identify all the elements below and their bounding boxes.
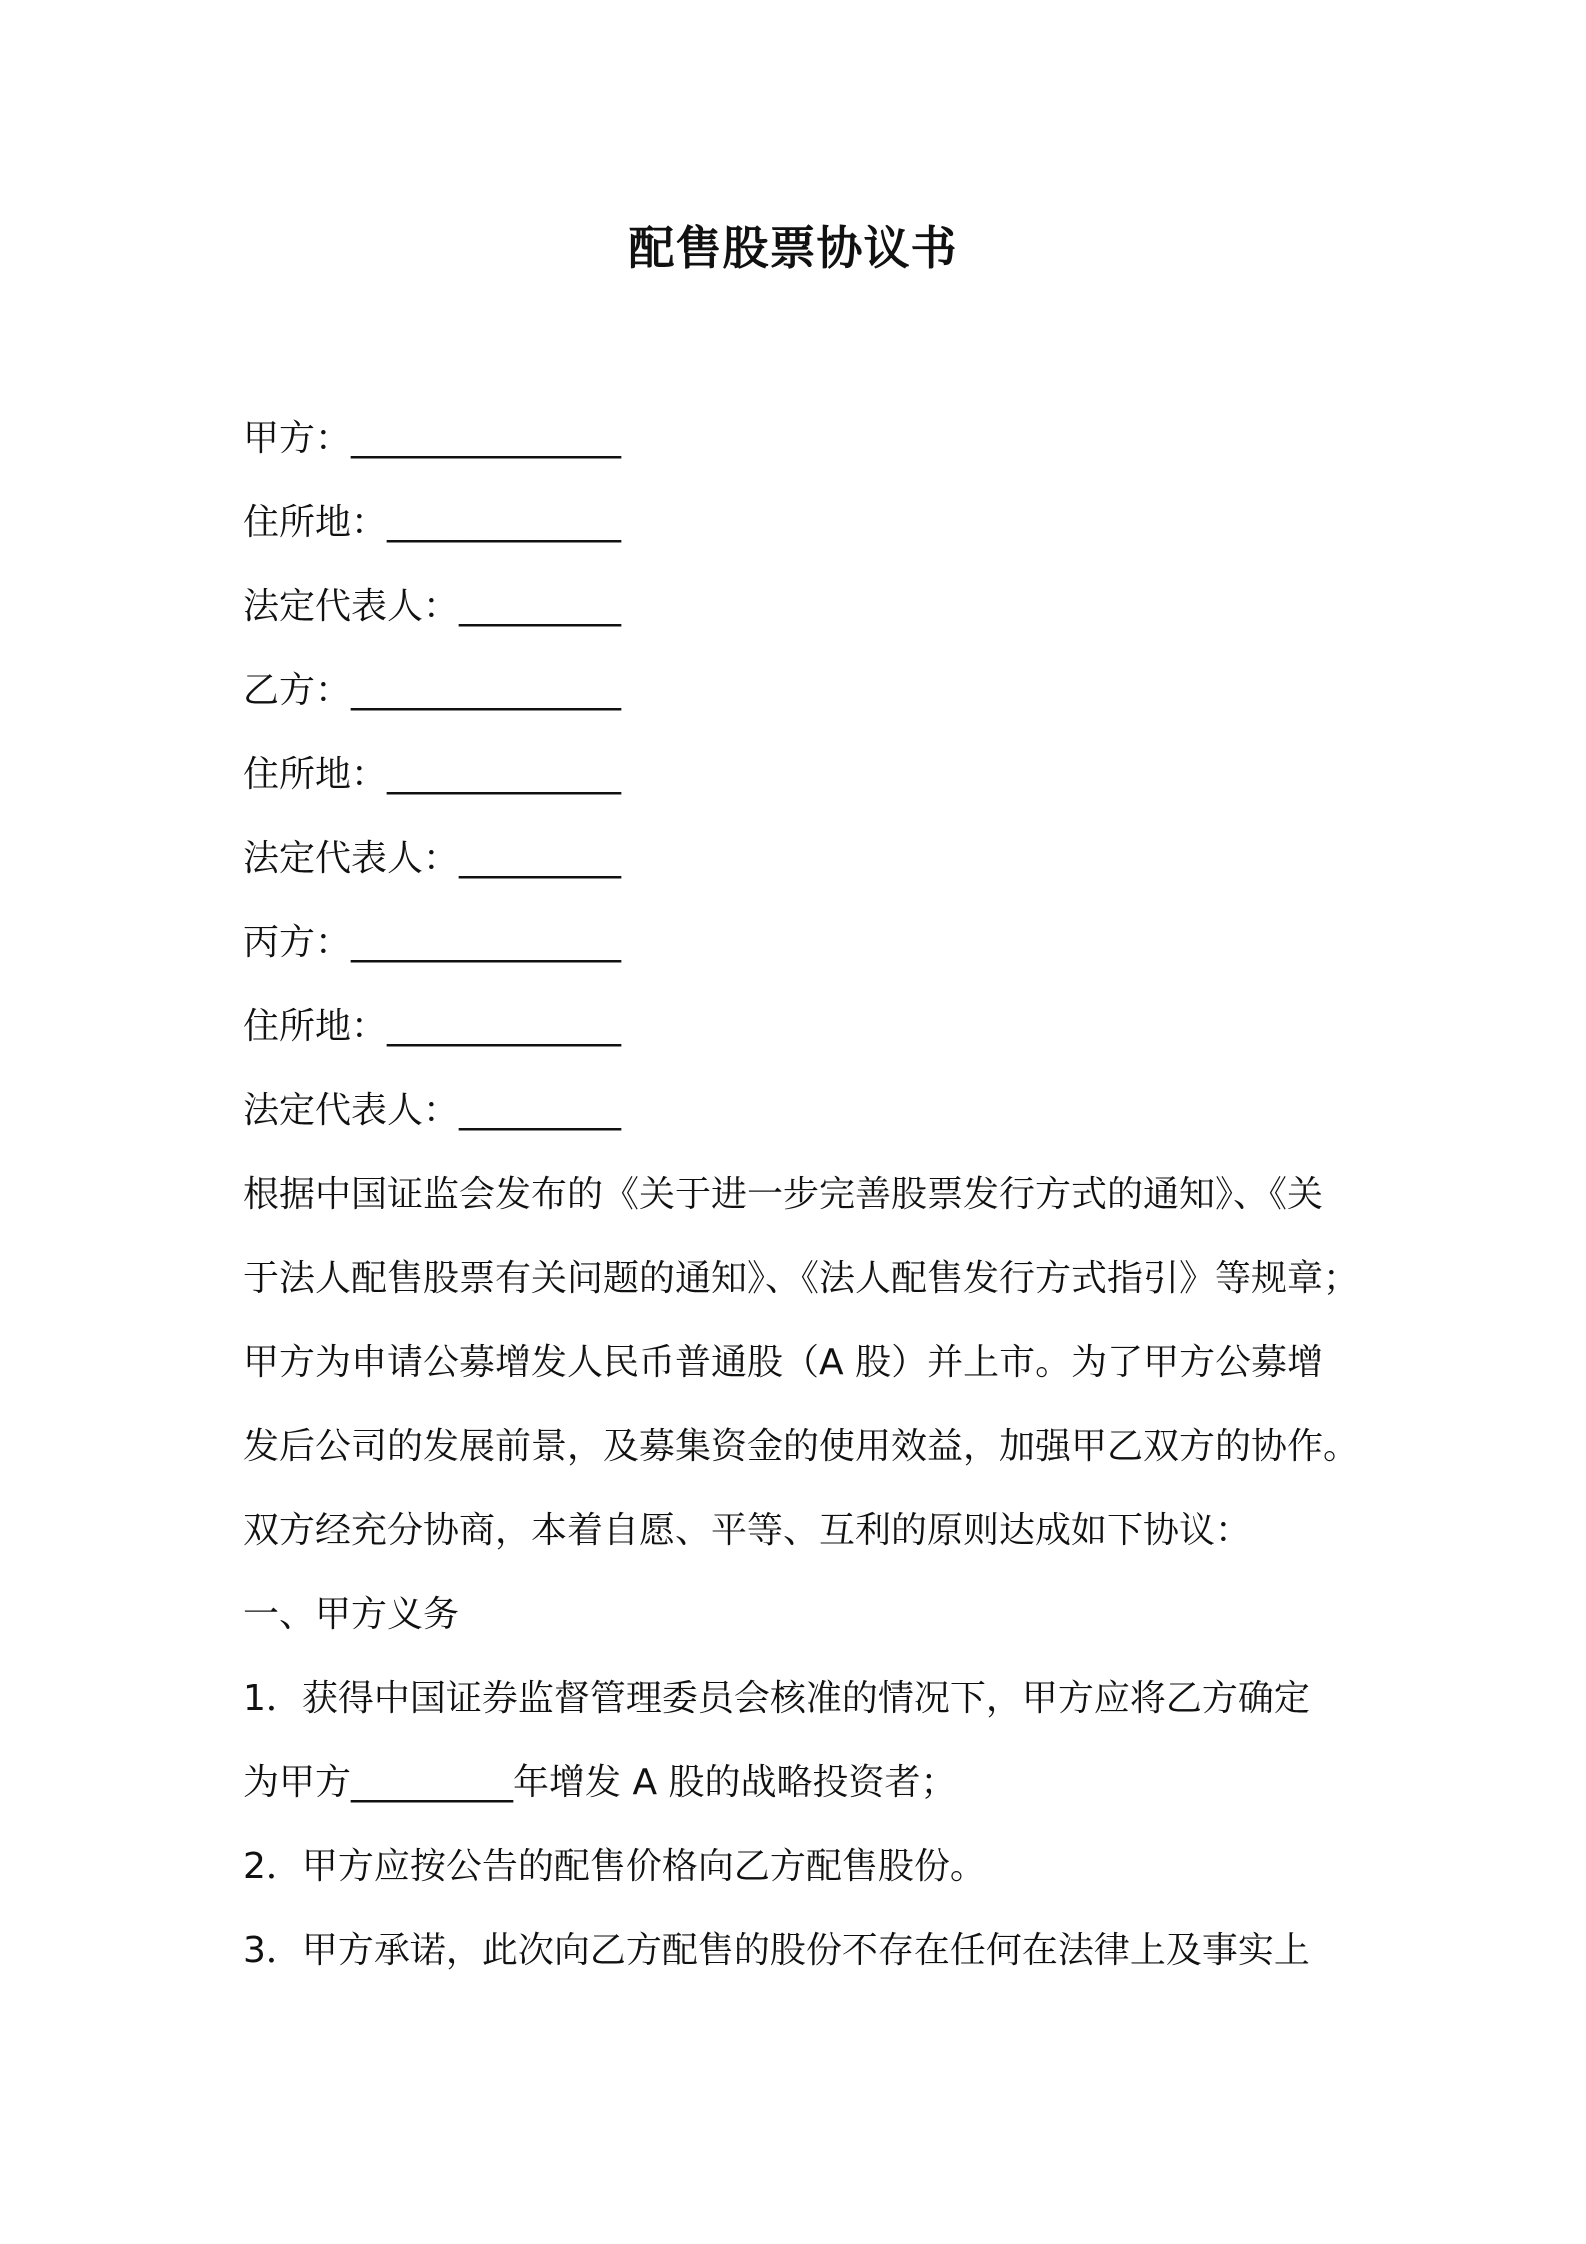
party-b-name-line (243, 667, 621, 715)
clause-item: 3．甲方承诺，此次向乙方配售的股份不存在任何在法律上及事实上 (243, 1930, 1310, 1971)
party-c-name-line (243, 919, 621, 967)
party-a-address-line (243, 499, 621, 547)
clause-item-continuation: 为甲方_________年增发 A 股的战略投资者； (243, 1762, 957, 1803)
party-label: 乙方： (243, 670, 352, 711)
party-c-representative-line (243, 1087, 621, 1135)
section-heading: 一、甲方义务 (243, 1594, 460, 1635)
body-text-line: 发后公司的发展前景，及募集资金的使用效益，加强甲乙双方的协作。 (243, 1426, 1360, 1467)
party-label: 丙方： (243, 922, 352, 963)
party-label: 住所地： (243, 754, 388, 795)
fill-blank: _________ (459, 586, 622, 627)
party-label: 甲方： (243, 418, 352, 459)
fill-blank: _____________ (387, 1006, 622, 1047)
body-text-line: 双方经充分协商，本着自愿、平等、互利的原则达成如下协议： (243, 1510, 1252, 1551)
fill-blank: _____________ (387, 754, 622, 795)
party-label: 法定代表人： (243, 586, 460, 627)
party-label: 法定代表人： (243, 1090, 460, 1131)
fill-blank: _______________ (351, 670, 622, 711)
document-title: 配售股票协议书 (628, 221, 958, 275)
party-label: 法定代表人： (243, 838, 460, 879)
party-label: 住所地： (243, 502, 388, 543)
body-text-line: 根据中国证监会发布的《关于进一步完善股票发行方式的通知》、《关 (243, 1174, 1324, 1215)
body-text-line: 甲方为申请公募增发人民币普通股（A 股）并上市。为了甲方公募增 (243, 1342, 1324, 1383)
party-a-representative-line (243, 583, 621, 631)
fill-blank: _____________ (387, 502, 622, 543)
party-b-address-line (243, 751, 621, 799)
clause-item: 1．获得中国证券监督管理委员会核准的情况下，甲方应将乙方确定 (243, 1678, 1310, 1719)
fill-blank: _________ (459, 838, 622, 879)
party-a-name-line (243, 415, 621, 463)
fill-blank: _________ (459, 1090, 622, 1131)
party-label: 住所地： (243, 1006, 388, 1047)
fill-blank: _______________ (351, 418, 622, 459)
party-c-address-line (243, 1003, 621, 1051)
clause-item: 2．甲方应按公告的配售价格向乙方配售股份。 (243, 1846, 986, 1887)
fill-blank: _______________ (351, 922, 622, 963)
party-b-representative-line (243, 835, 621, 883)
body-text-line: 于法人配售股票有关问题的通知》、《法人配售发行方式指引》等规章； (243, 1258, 1360, 1299)
